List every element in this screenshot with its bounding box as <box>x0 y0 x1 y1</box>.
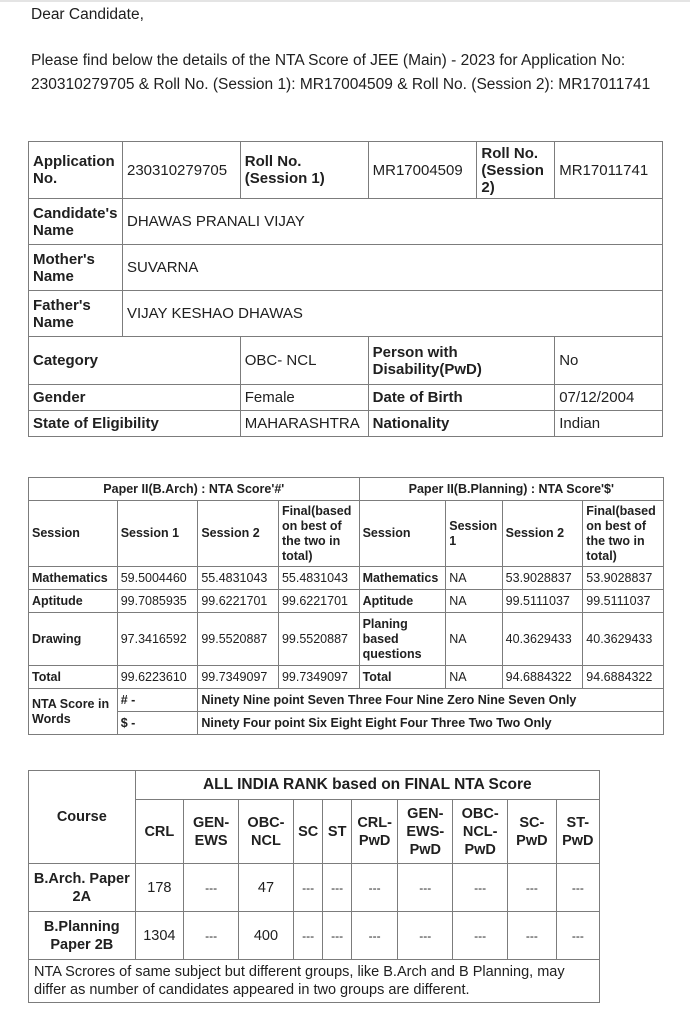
intro-text: Please find below the details of the NTA Score of JEE (Main) - 2023 for Application No: 230310279705 & Roll No. (Session 1): MR17004509 & Roll No. (Session 2): MR17011741 <box>31 52 651 93</box>
dob-value: 07/12/2004 <box>555 385 663 411</box>
rank-col-header: ST <box>323 800 351 864</box>
table-row <box>29 613 664 666</box>
rank-col-header: GEN-EWS-PwD <box>398 800 453 864</box>
pwd-value: No <box>555 337 663 385</box>
mother-name-value: SUVARNA <box>122 245 662 291</box>
barch-final: 55.4831043 <box>278 567 359 590</box>
gender-value: Female <box>240 385 368 411</box>
rank-value: 1304 <box>135 912 184 960</box>
father-name-value: VIJAY KESHAO DHAWAS <box>122 291 662 337</box>
table-row <box>29 960 600 1003</box>
bplan-s1: NA <box>446 613 502 666</box>
rank-col-header: CRL-PwD <box>351 800 397 864</box>
rank-title: ALL INDIA RANK based on FINAL NTA Score <box>135 771 599 800</box>
rank-value: --- <box>184 912 239 960</box>
rank-value: --- <box>556 864 599 912</box>
roll2-label: Roll No. (Session 2) <box>477 142 555 199</box>
rank-value: --- <box>508 912 557 960</box>
barch-s1: 59.5004460 <box>117 567 198 590</box>
rank-course: B.Arch. Paper 2A <box>29 864 136 912</box>
table-row <box>29 712 664 735</box>
state-value: MAHARASHTRA <box>240 411 368 437</box>
barch-session1-header: Session 1 <box>117 501 198 567</box>
score-words-symbol: # - <box>117 689 198 712</box>
rank-value: --- <box>453 912 508 960</box>
barch-subject: Mathematics <box>29 567 118 590</box>
candidate-name-value: DHAWAS PRANALI VIJAY <box>122 199 662 245</box>
rank-value: --- <box>184 864 239 912</box>
greeting: Dear Candidate, <box>31 6 144 23</box>
barch-final: 99.6221701 <box>278 590 359 613</box>
bplan-final: 53.9028837 <box>583 567 664 590</box>
score-words-symbol: $ - <box>117 712 198 735</box>
barch-s1: 99.7085935 <box>117 590 198 613</box>
bplan-title: Paper II(B.Planning) : NTA Score'$' <box>359 478 663 501</box>
bplan-subject: Mathematics <box>359 567 446 590</box>
barch-subject: Aptitude <box>29 590 118 613</box>
table-row <box>29 567 664 590</box>
bplan-subject: Total <box>359 666 446 689</box>
bplan-final-header: Final(based on best of the two in total) <box>583 501 664 567</box>
score-words-text: Ninety Nine point Seven Three Four Nine Zero Nine Seven Only <box>198 689 664 712</box>
roll1-value: MR17004509 <box>368 142 477 199</box>
rank-value: --- <box>398 864 453 912</box>
barch-final-header: Final(based on best of the two in total) <box>278 501 359 567</box>
rank-value: --- <box>398 912 453 960</box>
barch-title: Paper II(B.Arch) : NTA Score'#' <box>29 478 360 501</box>
rank-col-header: SC <box>293 800 323 864</box>
bplan-final: 99.5111037 <box>583 590 664 613</box>
table-row <box>29 245 663 291</box>
bplan-session2-header: Session 2 <box>502 501 583 567</box>
rank-value: --- <box>323 864 351 912</box>
bplan-final: 40.3629433 <box>583 613 664 666</box>
application-no-value: 230310279705 <box>122 142 240 199</box>
rank-col-header: OBC-NCL-PwD <box>453 800 508 864</box>
all-india-rank-table <box>28 770 600 1003</box>
bplan-s2: 40.3629433 <box>502 613 583 666</box>
bplan-s2: 53.9028837 <box>502 567 583 590</box>
gender-label: Gender <box>29 385 241 411</box>
bplan-session-header: Session <box>359 501 446 567</box>
barch-session-header: Session <box>29 501 118 567</box>
table-row <box>29 199 663 245</box>
barch-s2: 55.4831043 <box>198 567 279 590</box>
father-name-label: Father's Name <box>29 291 123 337</box>
rank-value: 178 <box>135 864 184 912</box>
state-label: State of Eligibility <box>29 411 241 437</box>
barch-final: 99.7349097 <box>278 666 359 689</box>
score-words-text: Ninety Four point Six Eight Eight Four Three Two Two Only <box>198 712 664 735</box>
table-row <box>29 590 664 613</box>
table-row <box>29 291 663 337</box>
barch-subject: Drawing <box>29 613 118 666</box>
course-header: Course <box>29 771 136 864</box>
table-row <box>29 689 664 712</box>
rank-value: --- <box>351 912 397 960</box>
rank-col-header: ST-PwD <box>556 800 599 864</box>
candidate-info-table <box>28 141 663 437</box>
barch-s1: 99.6223610 <box>117 666 198 689</box>
bplan-s1: NA <box>446 567 502 590</box>
roll2-value: MR17011741 <box>555 142 663 199</box>
rank-col-header: CRL <box>135 800 184 864</box>
pwd-label: Person with Disability(PwD) <box>368 337 555 385</box>
dob-label: Date of Birth <box>368 385 555 411</box>
bplan-session1-header: Session 1 <box>446 501 502 567</box>
bplan-s2: 94.6884322 <box>502 666 583 689</box>
rank-course: B.Planning Paper 2B <box>29 912 136 960</box>
barch-s2: 99.6221701 <box>198 590 279 613</box>
table-row <box>29 411 663 437</box>
nationality-label: Nationality <box>368 411 555 437</box>
rank-value: --- <box>351 864 397 912</box>
candidate-name-label: Candidate's Name <box>29 199 123 245</box>
table-row <box>29 771 600 800</box>
barch-final: 99.5520887 <box>278 613 359 666</box>
bplan-final: 94.6884322 <box>583 666 664 689</box>
rank-col-header: OBC-NCL <box>239 800 294 864</box>
barch-s1: 97.3416592 <box>117 613 198 666</box>
bplan-subject: Planing based questions <box>359 613 446 666</box>
application-no-label: Application No. <box>29 142 123 199</box>
category-value: OBC- NCL <box>240 337 368 385</box>
top-divider <box>0 0 690 2</box>
rank-value: --- <box>556 912 599 960</box>
category-label: Category <box>29 337 241 385</box>
mother-name-label: Mother's Name <box>29 245 123 291</box>
rank-value: --- <box>323 912 351 960</box>
rank-value: 400 <box>239 912 294 960</box>
table-row <box>29 501 664 567</box>
nationality-value: Indian <box>555 411 663 437</box>
rank-value: --- <box>293 864 323 912</box>
table-row <box>29 337 663 385</box>
rank-value: --- <box>508 864 557 912</box>
rank-col-header: SC-PwD <box>508 800 557 864</box>
rank-value: --- <box>293 912 323 960</box>
rank-value: --- <box>453 864 508 912</box>
score-words-label: NTA Score in Words <box>29 689 118 735</box>
table-row <box>29 666 664 689</box>
barch-session2-header: Session 2 <box>198 501 279 567</box>
rank-value: 47 <box>239 864 294 912</box>
rank-note: NTA Scrores of same subject but different groups, like B.Arch and B Planning, may differ as number of candidates appeared in two groups are different. <box>29 960 600 1003</box>
table-row <box>29 864 600 912</box>
barch-subject: Total <box>29 666 118 689</box>
rank-col-header: GEN-EWS <box>184 800 239 864</box>
table-row <box>29 142 663 199</box>
bplan-subject: Aptitude <box>359 590 446 613</box>
table-row <box>29 478 664 501</box>
barch-s2: 99.5520887 <box>198 613 279 666</box>
bplan-s1: NA <box>446 666 502 689</box>
nta-score-table <box>28 477 664 735</box>
table-row <box>29 385 663 411</box>
bplan-s2: 99.5111037 <box>502 590 583 613</box>
barch-s2: 99.7349097 <box>198 666 279 689</box>
bplan-s1: NA <box>446 590 502 613</box>
table-row <box>29 912 600 960</box>
roll1-label: Roll No. (Session 1) <box>240 142 368 199</box>
